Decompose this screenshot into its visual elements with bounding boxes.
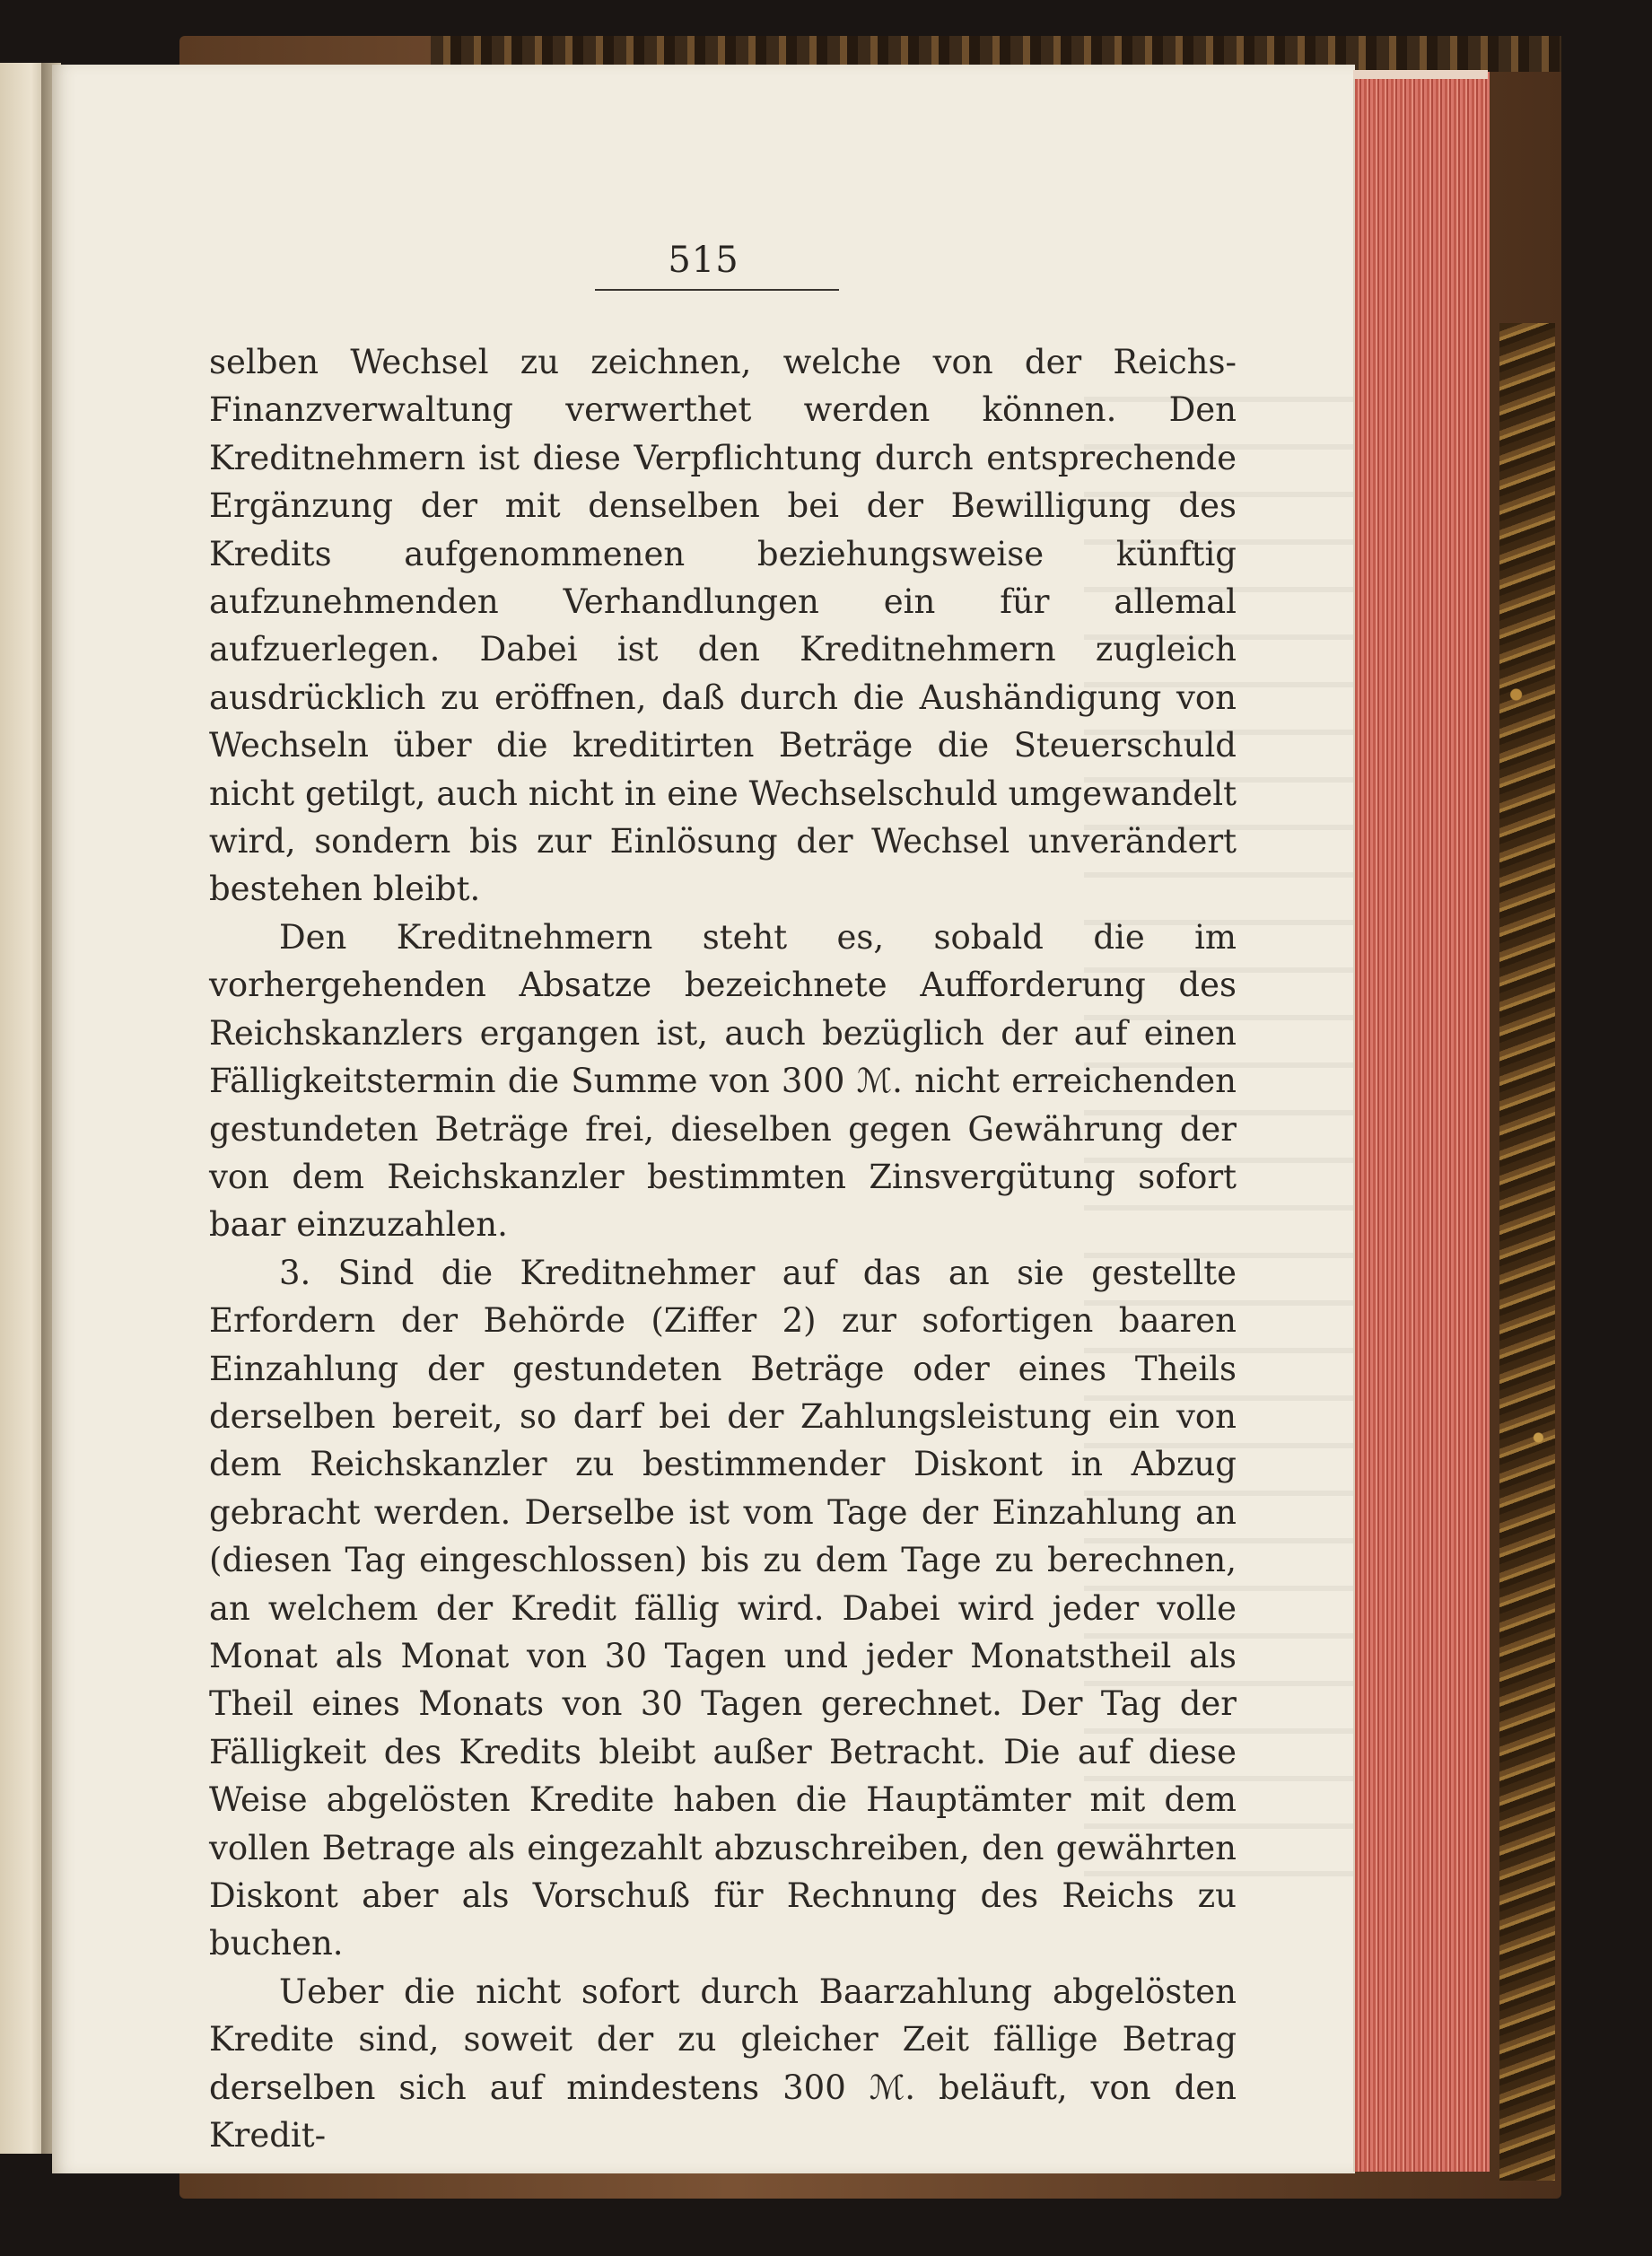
marbled-cover-edge bbox=[1499, 323, 1555, 2181]
red-page-edges bbox=[1353, 72, 1490, 2172]
paragraph: Ueber die nicht sofort durch Baarzahlung abgelösten Kredite sind, soweit der zu gleicher Zeit fällige Betrag derselben sich auf mindestens 300 ℳ. beläuft, von den Kredit- bbox=[209, 1972, 1237, 2155]
page-number: 515 bbox=[668, 240, 739, 281]
header-rule bbox=[595, 289, 839, 291]
page-edges-top bbox=[1353, 70, 1488, 79]
paragraph: selben Wechsel zu zeichnen, welche von der Reichs-Finanzverwaltung verwerthet werden können. Den Kreditnehmern ist diese Verpflichtung durch entsprechende Ergänzung der mit denselben bei der Bewilligung des Kredits aufgenommenen beziehungsweise künftig aufzunehmenden Verhandlungen ein für allemal aufzuerlegen. Dabei ist den Kreditnehmern zugleich ausdrücklich zu eröffnen, daß durch die Aushändigung von Wechseln über die kreditirten Beträge die Steuerschuld nicht getilgt, auch nicht in eine Wechselschuld umgewandelt wird, sondern bis zur Einlösung der Wechsel unverändert bestehen bleibt. bbox=[209, 343, 1237, 909]
paragraph: Den Kreditnehmern steht es, sobald die im vorhergehenden Absatze bezeichnete Aufforderung des Reichskanzlers ergangen ist, auch bezüglich der auf einen Fälligkeitstermin die Summe von 300 ℳ. nicht erreichenden gestundeten Beträge frei, dieselben gegen Gewährung der von dem Reichskanzler bestimmten Zinsvergütung sofort baar einzuzahlen. bbox=[209, 917, 1237, 1245]
paragraph: 3. Sind die Kreditnehmer auf das an sie gestellte Erfordern der Behörde (Ziffer 2) zur sofortigen baaren Einzahlung der gestundeten Beträge oder eines Theils derselben bereit, so darf bei der Zahlungsleistung ein von dem Reichskanzler zu bestimmender Diskont in Abzug gebracht werden. Derselbe ist vom Tage der Einzahlung an (diesen Tag eingeschlossen) bis zu dem Tage zu berechnen, an welchem der Kredit fällig wird. Dabei wird jeder volle Monat als Monat von 30 Tagen und jeder Monatstheil als Theil eines Monats von 30 Tagen gerechnet. Der Tag der Fälligkeit des Kredits bleibt außer Betracht. Die auf diese Weise abgelösten Kredite haben die Hauptämter mit dem vollen Betrage als eingezahlt abzuschreiben, den gewährten Diskont aber als Vorschuß für Rechnung des Reichs zu buchen. bbox=[209, 1253, 1237, 1963]
book-page bbox=[52, 65, 1355, 2173]
body-text bbox=[209, 338, 1237, 2159]
